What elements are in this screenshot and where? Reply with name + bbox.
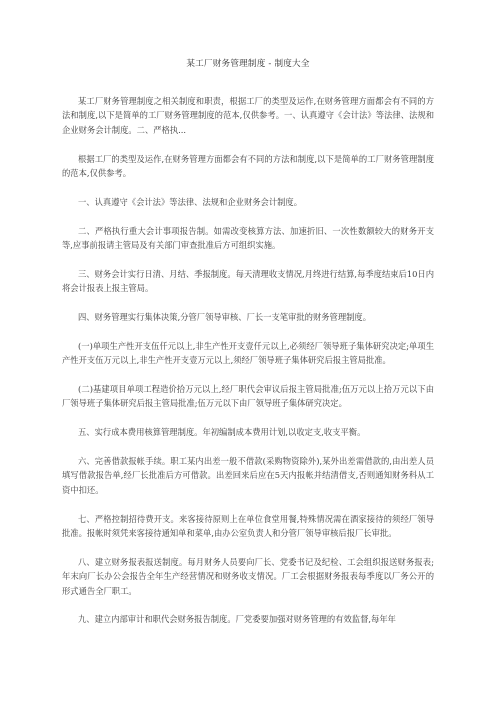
intro-paragraph: 根据工厂的类型及运作,在财务管理方面都会有不同的方法和制度,以下是简单的工厂财务管理制度的范本,仅供参考。 <box>62 153 434 179</box>
rule-4-item-1-paragraph: (一)单项生产性开支伍仟元以上,非生产性开支壹仟元以上,必须经厂领导班子集体研究决定;单项生产性开支伍万元以上,非生产性开支壹万元以上,须经厂领导班子集体研究后报主管局批准。 <box>62 340 434 366</box>
rule-3-paragraph: 三、财务会计实行日清、月结、季报制度。每天清理收支情况,月终进行结算,每季度结束后10日内将会计报表上报主管局。 <box>62 268 435 294</box>
rule-8-paragraph: 八、建立财务报表报送制度。每月财务人员要向厂长、党委书记及纪检、工会组织报送财务报表;年末向厂长办公会报告全年生产经营情况和财务收支情况。厂工会根据财务报表每季度以厂务公开的形式通告全厂职工。 <box>62 556 434 596</box>
summary-paragraph: 某工厂财务管理制度之相关制度和职责，根据工厂的类型及运作,在财务管理方面都会有不同的方法和制度,以下是简单的工厂财务管理制度的范本,仅供参考。一、认真遵守《会计法》等法律、法规和企业财务会计制度。二、严格执... <box>62 96 434 135</box>
rule-7-paragraph: 七、严格控制招待费开支。来客接待原则上在单位食堂用餐,特殊情况需在酒家接待的须经厂领导批准。报帐时须凭来客接待通知单和菜单,由办公室负责人和分管厂领导审核后报厂长审批。 <box>62 513 434 539</box>
rule-4-item-2-paragraph: (二)基建项目单项工程造价拾万元以上,经厂职代会审议后报主管局批准;伍万元以上拾万元以下由厂领导班子集体研究后报主管局批准;伍万元以下由厂领导班子集体研究决定。 <box>62 384 434 409</box>
document-title: 某工厂财务管理制度 - 制度大全 <box>186 59 310 69</box>
rule-1-paragraph: 一、认真遵守《会计法》等法律、法规和企业财务会计制度。 <box>78 196 303 207</box>
rule-4-paragraph: 四、财务管理实行集体决策,分管厂领导审核、厂长一支笔审批的财务管理制度。 <box>78 312 372 323</box>
rule-9-paragraph: 九、建立内部审计和职代会财务报告制度。厂党委要加强对财务管理的有效监督,每年年 <box>78 614 396 625</box>
rule-2-paragraph: 二、严格执行重大会计事项报告制。如需改变核算方法、加速折旧、一次性数额较大的财务开支等,应事前报请主管局及有关部门审查批准后方可组织实施。 <box>62 225 434 251</box>
rule-5-paragraph: 五、实行成本费用核算管理制度。年初编制成本费用计划,以收定支,收支平衡。 <box>78 427 366 438</box>
rule-6-paragraph: 六、完善借款报帐手续。职工某内出差一般不借款(采购物资除外),某外出差需借款的,由出差人员填写借款报告单,经厂长批准后方可借款。出差回来后应在5天内报帐并结清借支,否则通知财务科从工资中扣还。 <box>62 456 434 495</box>
